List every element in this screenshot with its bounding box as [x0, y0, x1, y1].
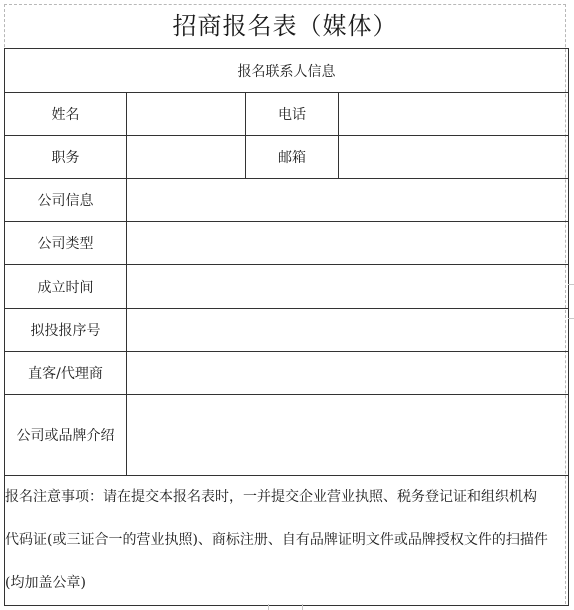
- registration-notes: [5, 476, 569, 606]
- registration-form-table: [4, 48, 569, 606]
- bid-number-label: 拟投报序号: [5, 309, 127, 352]
- client-type-field[interactable]: [127, 352, 569, 395]
- email-label: 邮箱: [246, 136, 339, 179]
- position-field[interactable]: [127, 136, 246, 179]
- margin-marker: [568, 284, 574, 285]
- notes-line-1: 报名注意事项：请在提交本报名表时，一并提交企业营业执照、税务登记证和组织机构: [5, 489, 537, 505]
- email-field[interactable]: [339, 136, 569, 179]
- company-info-field[interactable]: [127, 179, 569, 222]
- phone-label: 电话: [246, 93, 339, 136]
- notes-line-2: 代码证(或三证合一的营业执照)、商标注册、自有品牌证明文件或品牌授权文件的扫描件: [5, 532, 548, 548]
- phone-field[interactable]: [339, 93, 569, 136]
- position-label: 职务: [5, 136, 127, 179]
- company-type-field[interactable]: [127, 222, 569, 265]
- company-type-label: 公司类型: [5, 222, 127, 265]
- section-header-contact-info: 报名联系人信息: [5, 49, 569, 93]
- company-info-label: 公司信息: [5, 179, 127, 222]
- brand-intro-field[interactable]: [127, 395, 569, 476]
- notes-line-3: (均加盖公章): [5, 575, 86, 591]
- margin-marker: [302, 604, 303, 610]
- client-type-label: 直客/代理商: [5, 352, 127, 395]
- founding-date-label: 成立时间: [5, 265, 127, 309]
- bid-number-field[interactable]: [127, 309, 569, 352]
- founding-date-field[interactable]: [127, 265, 569, 309]
- name-field[interactable]: [127, 93, 246, 136]
- brand-intro-label: 公司或品牌介绍: [5, 395, 127, 476]
- margin-marker: [568, 318, 574, 319]
- form-title: 招商报名表（媒体）: [172, 12, 398, 40]
- margin-marker: [268, 604, 269, 610]
- name-label: 姓名: [5, 93, 127, 136]
